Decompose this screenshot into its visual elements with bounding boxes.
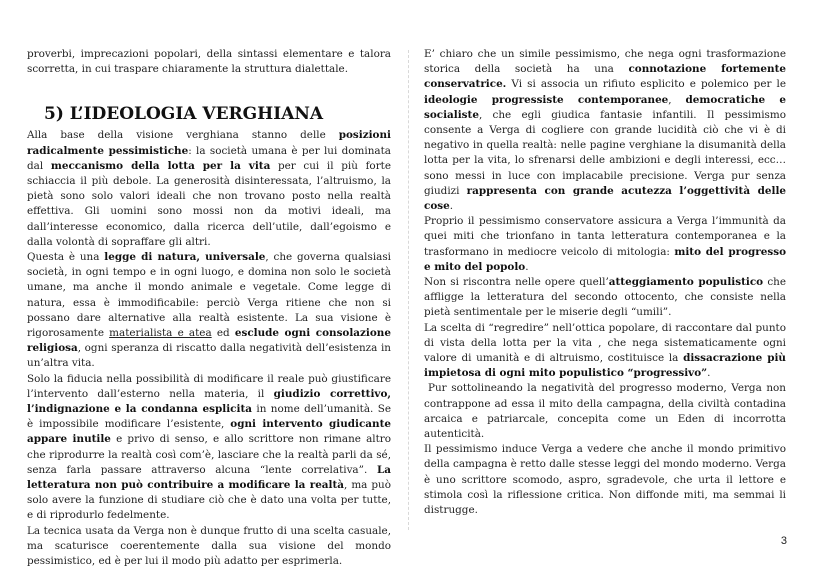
text-run: . [449,200,454,213]
text-run: Proprio il pessimismo conservatore assicura a Verga l’immunità da quei miti che trionfano in tanta letteratura contemporanea e la trasformano in mediocre veicolo di mitologia: [424,215,786,258]
text-run: . [707,367,711,380]
text-run: che affligge la letteratura del secondo ottocento, che consiste nella pietà sentimentale per le miserie degli “umili”. [424,276,786,319]
paragraph-conservative [424,47,786,214]
text-run: ed [211,327,235,340]
section-heading: 5) L’IDEOLOGIA VERGHIANA [44,104,324,125]
bold-phrase: connotazione fortemente conservatrice. [424,63,786,91]
text-run: Vi si associa un rifiuto esplicito e polemico per le [506,78,786,91]
text-run: La scelta di “regredire” nell’ottica popolare, di raccontare dal punto di vista della lotta per la vita , che nega sistematicamente ogni valore di umanità e di altruismo, costituisce la [424,321,786,365]
text-run: E’ chiaro che un simile pessimismo, che nega ogni trasformazione storica della società ha una [424,48,786,76]
text-run: in nome dell’umanità. Se è impossibile modificare l’esistente, [27,403,391,431]
intro-paragraph: proverbi, imprecazioni popolari, della sintassi elementare e talora scorretta, in cui traspare chiaramente la struttura dialettale. [27,48,391,76]
underlined-phrase: materialista e atea [109,327,212,340]
bold-phrase: giudizio correttivo, l’indignazione e la condanna esplicita [27,387,391,416]
bold-phrase: mito del progresso e mito del popolo [424,245,787,273]
text-run: per cui il più forte schiaccia il più debole. La generosità disinteressata, l’altruismo, la pietà sono solo valori ideali che non trovano posto nella realtà effettiva. Gli uomini sono mossi non da motivi ideali, ma dall’interesse economico, dalla ricerca dell’utile, dall’egoismo e dalla volontà di sopraffare gli altri. [27,159,391,248]
page-number: 3 [780,535,787,547]
paragraph-pessimism [27,128,391,250]
text-run: , ma può solo avere la funzione di studiare ciò che è dato una volta per tutte, e di riprodurlo fedelmente. [27,479,391,522]
paragraph-populism [424,275,786,321]
text-run: Solo la fiducia nella possibilità di modificare il reale può giustificare l’intervento dall’esterno nella materia, il [27,372,391,400]
text-run: , ogni speranza di riscatto dalla negatività dell’esistenza in un’altra vita. [27,342,391,370]
text-run: Alla base della visione verghiana stanno delle [27,129,339,142]
bold-phrase: posizioni radicalmente pessimistiche [27,129,391,157]
paragraph-natural-law [27,250,391,372]
bold-phrase: La letteratura non può contribuire a modificare la realtà [27,463,391,492]
paragraph-primitive-world: Il pessimismo induce Verga a vedere che anche il mondo primitivo della campagna è retto dalle stesse leggi del mondo moderno. Verga è uno scrittore scomodo, aspro, sgradevole, che urta il lettore e stimola così la riflessione critica. Non diffonde miti, ma semmai li distrugge. [424,443,786,517]
paragraph-regression [424,321,786,382]
text-run: Non si riscontra nelle opere quell’ [424,276,609,289]
section-heading-wrap [44,103,391,125]
column-divider [408,50,409,530]
bold-phrase: ogni intervento giudicante appare inutile [27,418,391,446]
bold-phrase: ideologie progressiste contemporanee [424,93,669,106]
bold-phrase: esclude ogni consolazione religiosa [27,327,391,355]
text-run: : la società umana è per lui dominata dal [27,144,391,172]
right-column [424,47,786,518]
bold-phrase: rappresenta con grande acutezza l’oggettività delle cose [424,184,786,213]
bold-phrase: democratiche e socialiste [424,93,786,121]
text-run: e privo di senso, e allo scrittore non rimane altro che riprodurre la realtà così com’è, lasciare che la realtà parli da sé, senza farla passare attraverso alcuna “lente correlativa”. [27,433,392,476]
paragraph-judgement [27,372,391,524]
bold-phrase: atteggiamento populistico [608,276,764,289]
left-column [27,47,391,569]
text-run: Questa è una [27,251,105,264]
text-run: , che egli giudica fantasie infantili. Il pessimismo consente a Verga di cogliere con grande lucidità ciò che vi è di negativo in quella realtà: nelle pagine verghiane la disumanità della lotta per la vita, lo sfrenarsi delle ambizioni e degli interessi, ecc… sono messi in luce con implacabile precisione. Verga pur senza giudizi [424,108,786,197]
paragraph-myths [424,214,786,275]
text-run: , [668,93,686,106]
text-run: , che governa qualsiasi società, in ogni tempo e in ogni luogo, e domina non solo le società umane, ma anche il mondo animale e vegetale. Come legge di natura, essa è immodificabile: perciò Verga ritiene che non si possano dare alternative alla realtà esistente. La sua visione è rigorosamente [27,251,391,340]
paragraph-progress: Pur sottolineando la negatività del progresso moderno, Verga non contrappone ad essa il mito della campagna, della civiltà contadina arcaica e patriarcale, concepita come un Eden di incorrotta autenticità. [424,382,786,441]
text-run: . [525,260,529,273]
paragraph-technique: La tecnica usata da Verga non è dunque frutto di una scelta casuale, ma scaturisce coerentemente dalla sua visione del mondo pessimistico, ed è per lui il modo più adatto per esprimerla. [27,524,391,568]
bold-phrase: legge di natura, universale [104,251,266,264]
bold-phrase: meccanismo della lotta per la vita [50,159,271,172]
bold-phrase: dissacrazione più impietosa di ogni mito populistico “progressivo” [424,352,786,380]
